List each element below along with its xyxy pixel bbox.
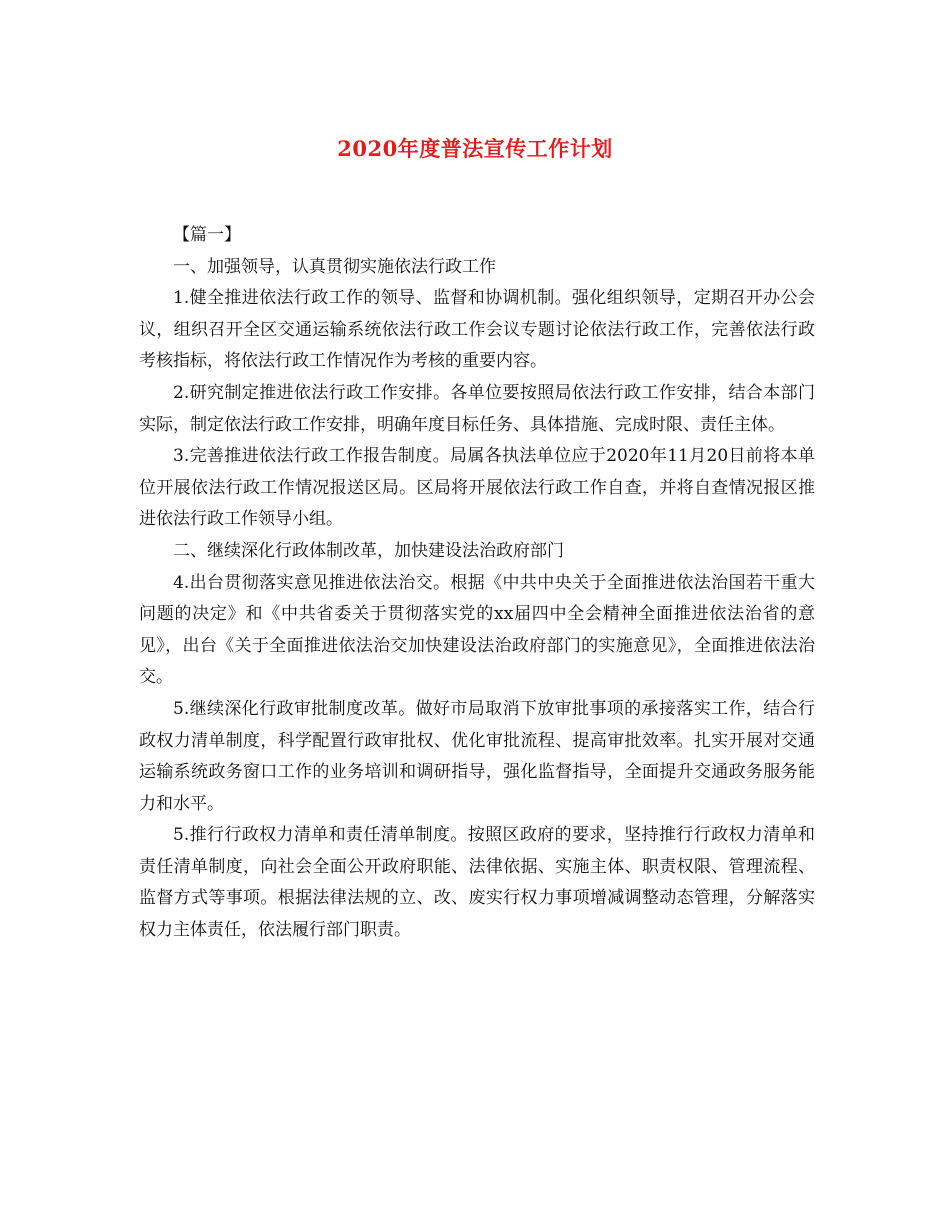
paragraph-5: 5.继续深化行政审批制度改革。做好市局取消下放审批事项的承接落实工作，结合行政权力清单制度，科学配置行政审批权、优化审批流程、提高审批效率。扎实开展对交通运输系统政务窗口工作的业务培训和调研指导，强化监督指导，全面提升交通政务服务能力和水平。	[139, 698, 815, 814]
paragraph-1: 1.健全推进依法行政工作的领导、监督和协调机制。强化组织领导，定期召开办公会议，组织召开全区交通运输系统依法行政工作会议专题讨论依法行政工作，完善依法行政考核指标，将依法行政工作情况作为考核的重要内容。	[139, 288, 815, 372]
section-heading-1: 一、加强领导，认真贯彻实施依法行政工作	[173, 256, 496, 277]
paragraph-4: 4.出台贯彻落实意见推进依法治交。根据《中共中央关于全面推进依法治国若干重大问题的决定》和《中共省委关于贯彻落实党的xx届四中全会精神全面推进依法治省的意见》，出台《关于全面推进依法治交加快建设法治政府部门的实施意见》，全面推进依法治交。	[139, 572, 815, 688]
document-body	[139, 220, 815, 947]
paragraph-3: 3.完善推进依法行政工作报告制度。局属各执法单位应于2020年11月20日前将本单位开展依法行政工作情况报送区局。区局将开展依法行政工作自查，并将自查情况报区推进依法行政工作领导小组。	[139, 446, 815, 530]
section-label: 【篇一】	[173, 225, 241, 245]
paragraph-2: 2.研究制定推进依法行政工作安排。各单位要按照局依法行政工作安排，结合本部门实际，制定依法行政工作安排，明确年度目标任务、具体措施、完成时限、责任主体。	[139, 382, 815, 435]
paragraph-6: 5.推行行政权力清单和责任清单制度。按照区政府的要求，坚持推行行政权力清单和责任清单制度，向社会全面公开政府职能、法律依据、实施主体、职责权限、管理流程、监督方式等事项。根据法律法规的立、改、废实行权力事项增减调整动态管理，分解落实权力主体责任，依法履行部门职责。	[139, 825, 815, 941]
document-title: 2020年度普法宣传工作计划	[337, 136, 613, 161]
section-heading-2: 二、继续深化行政体制改革，加快建设法治政府部门	[173, 540, 564, 561]
